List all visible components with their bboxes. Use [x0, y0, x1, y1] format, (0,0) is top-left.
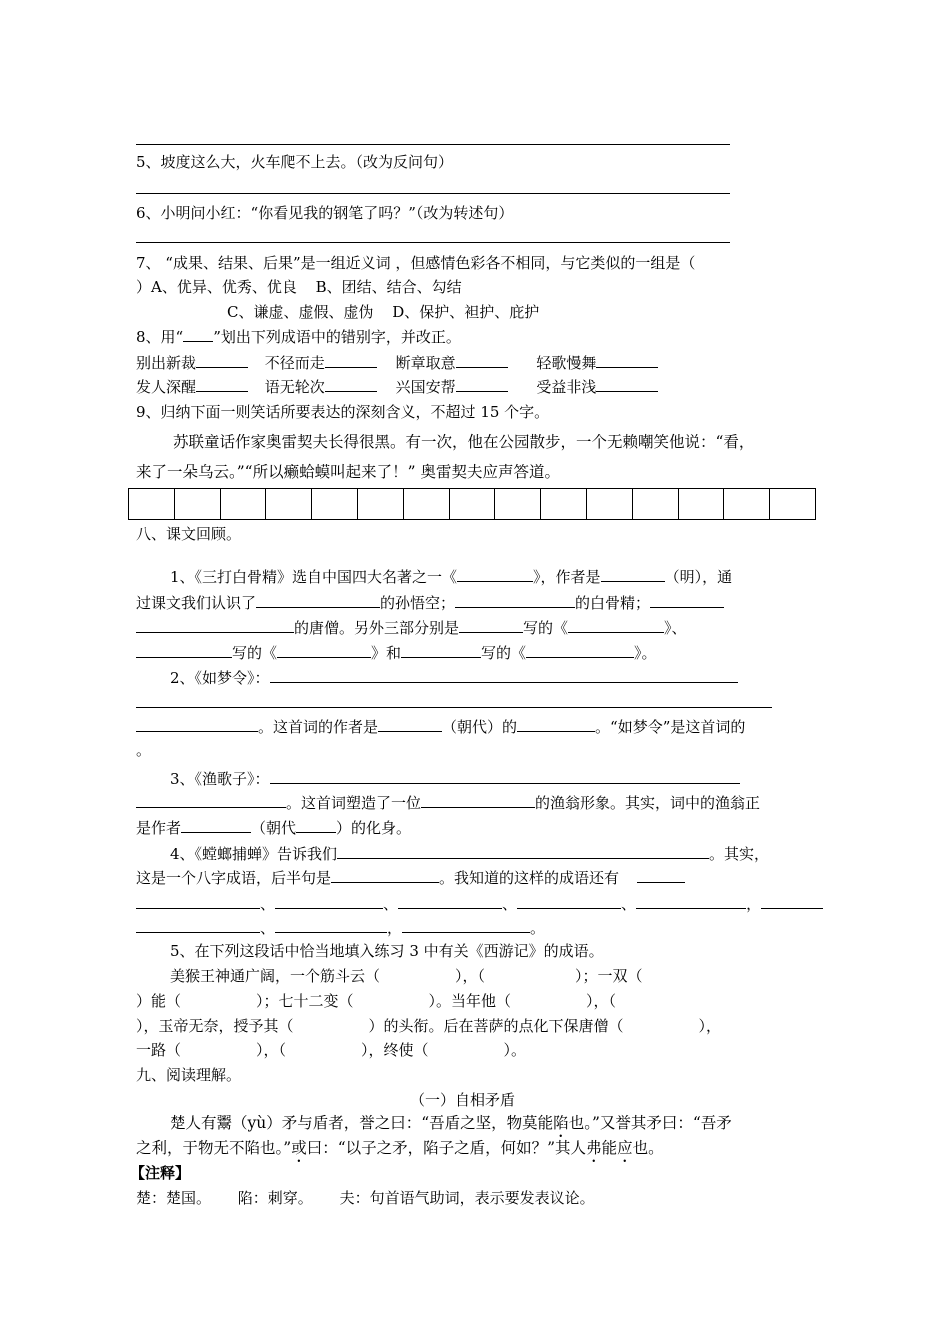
- note-item: 夫：句首语气助词，表示要发表议论。: [339, 1189, 595, 1207]
- correction-blank[interactable]: [196, 376, 248, 392]
- review-item-3-line-2: 。这首词塑造了一位 的渔翁形象。其实，词中的渔翁正: [136, 792, 760, 813]
- review-item-4-line-2: 这是一个八字成语，后半句是 。我知道的这样的成语还有: [136, 867, 685, 888]
- reading-paragraph-line-1: 楚人有鬻（yù）矛与盾者，誉之曰：“吾盾之坚，物莫能陷也。”又誉其矛曰：“吾矛: [170, 1114, 732, 1132]
- answer-box[interactable]: [175, 489, 221, 519]
- fill-blank[interactable]: [401, 642, 481, 658]
- question-7-option-cd: C、谦虚、虚假、虚伪 D、保护、袒护、庇护: [227, 303, 540, 321]
- review-item-4-line-4: 、 ， 。: [136, 917, 545, 938]
- question-5: 5、坡度这么大，火车爬不上去。（改为反问句）: [136, 153, 454, 171]
- review-item-1-line-1: 1、《三打白骨精》选自中国四大名著之一《 》，作者是 （明），通: [170, 568, 733, 586]
- idiom-row-1: [136, 352, 658, 373]
- review-item-4-line-3: 、 、 、 、 ，: [136, 893, 823, 914]
- fill-blank[interactable]: [568, 617, 664, 633]
- correction-blank[interactable]: [456, 352, 508, 368]
- answer-box[interactable]: [312, 489, 358, 519]
- idiom-item: 不径而走: [264, 354, 325, 372]
- review-item-3-line-3: 是作者 （朝代 ）的化身。: [136, 819, 412, 837]
- answer-grid: [128, 488, 816, 520]
- question-8: 8、用“ ”划出下列成语中的错别字，并改正。: [136, 328, 461, 346]
- answer-box[interactable]: [221, 489, 267, 519]
- review-item-5-line-4: 一路（ ），（ ），终使（ ）。: [136, 1041, 527, 1059]
- idiom-item: 别出新裁: [136, 354, 197, 372]
- idiom-item: 发人深醒: [136, 378, 197, 396]
- fill-blank[interactable]: [296, 817, 336, 833]
- answer-line-q5[interactable]: [136, 193, 730, 194]
- fill-blank[interactable]: [136, 642, 232, 658]
- fill-blank[interactable]: [601, 566, 665, 582]
- correction-blank[interactable]: [325, 352, 377, 368]
- answer-box[interactable]: [541, 489, 587, 519]
- answer-line-q6[interactable]: [136, 242, 730, 243]
- question-7: 7、 “成果、结果、后果”是一组近义词 ，但感情色彩各不相同，与它类似的一组是（: [136, 254, 696, 272]
- fill-blank[interactable]: [277, 642, 371, 658]
- fill-blank[interactable]: [650, 592, 724, 608]
- idiom-row-2: [136, 376, 658, 397]
- answer-box[interactable]: [266, 489, 312, 519]
- section-8-heading: 八、课文回顾。: [136, 525, 242, 543]
- fill-blank[interactable]: [526, 642, 634, 658]
- answer-line[interactable]: [136, 707, 772, 708]
- fill-blank[interactable]: [398, 893, 502, 909]
- correction-blank[interactable]: [196, 352, 248, 368]
- notes-line: [136, 1188, 595, 1208]
- answer-box[interactable]: [495, 489, 541, 519]
- question-7-option-ab: ）A、优异、优秀、优良 B、团结、结合、勾结: [136, 278, 462, 296]
- review-item-2-line-4: 。: [136, 741, 152, 759]
- answer-box[interactable]: [450, 489, 496, 519]
- fill-blank[interactable]: [457, 566, 533, 582]
- answer-line-q4[interactable]: [136, 144, 730, 145]
- fill-blank[interactable]: [455, 592, 575, 608]
- fill-blank[interactable]: [275, 893, 383, 909]
- fill-blank[interactable]: [637, 867, 685, 883]
- answer-box[interactable]: [633, 489, 679, 519]
- review-item-5-line-2: ）能（ ）；七十二变（ ）。当年他（ ），（: [136, 992, 617, 1010]
- fill-blank[interactable]: [270, 768, 740, 784]
- fill-blank[interactable]: [337, 843, 709, 859]
- fill-blank[interactable]: [636, 893, 746, 909]
- idiom-item: 兴国安帮: [395, 378, 456, 396]
- note-item: 陷：刺穿。: [237, 1189, 313, 1207]
- underline-sample: [183, 326, 213, 342]
- fill-blank[interactable]: [761, 893, 823, 909]
- review-item-1-line-2: 过课文我们认识了 的孙悟空； 的白骨精；: [136, 592, 724, 613]
- fill-blank[interactable]: [459, 617, 523, 633]
- review-item-5-line-3: ），玉帝无奈，授予其（ ）的头衔。后在菩萨的点化下保唐僧（ ），: [136, 1017, 722, 1035]
- answer-box[interactable]: [404, 489, 450, 519]
- note-item: 楚：楚国。: [136, 1189, 212, 1207]
- notes-heading: 【注释】: [130, 1164, 191, 1182]
- section-9-heading: 九、阅读理解。: [136, 1066, 242, 1084]
- idiom-item: 受益非浅: [536, 378, 597, 396]
- fill-blank[interactable]: [517, 893, 621, 909]
- review-item-5-title: 5、在下列这段话中恰当地填入练习 3 中有关《西游记》的成语。: [170, 942, 604, 960]
- correction-blank[interactable]: [596, 376, 658, 392]
- fill-blank[interactable]: [136, 716, 258, 732]
- review-item-4-line-1: 4、《螳螂捕蝉》告诉我们 。其实，: [170, 845, 770, 863]
- review-item-1-line-3: 的唐僧。另外三部分别是 写的《 》、: [136, 617, 687, 638]
- fill-blank[interactable]: [136, 893, 260, 909]
- fill-blank[interactable]: [517, 716, 595, 732]
- answer-box[interactable]: [587, 489, 633, 519]
- question-9: 9、归纳下面一则笑话所要表达的深刻含义，不超过 15 个字。: [136, 403, 550, 421]
- correction-blank[interactable]: [325, 376, 377, 392]
- fill-blank[interactable]: [136, 792, 286, 808]
- correction-blank[interactable]: [456, 376, 508, 392]
- review-item-2-line-1: 2、《如梦令》：: [170, 667, 738, 688]
- fill-blank[interactable]: [256, 592, 380, 608]
- reading-title: （一）自相矛盾: [410, 1091, 516, 1109]
- fill-blank[interactable]: [378, 716, 442, 732]
- review-item-5-line-1: 美猴王神通广阔，一个筋斗云（ ），（ ）；一双（: [170, 967, 643, 985]
- idiom-item: 轻歌慢舞: [536, 354, 597, 372]
- fill-blank[interactable]: [402, 917, 530, 933]
- answer-box[interactable]: [770, 489, 815, 519]
- fill-blank[interactable]: [181, 817, 251, 833]
- question-6: 6、小明问小红：“你看见我的钢笔了吗？”（改为转述句）: [136, 204, 514, 222]
- answer-box[interactable]: [129, 489, 175, 519]
- fill-blank[interactable]: [136, 917, 260, 933]
- fill-blank[interactable]: [331, 867, 439, 883]
- answer-box[interactable]: [358, 489, 404, 519]
- fill-blank[interactable]: [270, 667, 738, 683]
- correction-blank[interactable]: [596, 352, 658, 368]
- answer-box[interactable]: [724, 489, 770, 519]
- joke-paragraph-line-2: 来了一朵乌云。”“所以癞蛤蟆叫起来了！” 奥雷契夫应声答道。: [136, 463, 560, 481]
- joke-paragraph-line-1: 苏联童话作家奥雷契夫长得很黑。有一次，他在公园散步，一个无赖嘲笑他说：“看，: [173, 433, 755, 451]
- idiom-item: 断章取意: [395, 354, 456, 372]
- review-item-2-line-3: 。这首词的作者是 （朝代）的 。“如梦令”是这首词的: [136, 716, 745, 737]
- fill-blank[interactable]: [275, 917, 387, 933]
- idiom-item: 语无轮次: [264, 378, 325, 396]
- fill-blank[interactable]: [421, 792, 535, 808]
- fill-blank[interactable]: [136, 617, 294, 633]
- answer-box[interactable]: [679, 489, 725, 519]
- review-item-3-line-1: 3、《渔歌子》：: [170, 768, 740, 789]
- reading-paragraph-line-2: 之利，于物无不陷也。”或曰：“以子之矛，陷子之盾，何如？”其人弗能应也。: [136, 1139, 664, 1157]
- review-item-1-line-4: 写的《 》和 写的《 》。: [136, 642, 657, 663]
